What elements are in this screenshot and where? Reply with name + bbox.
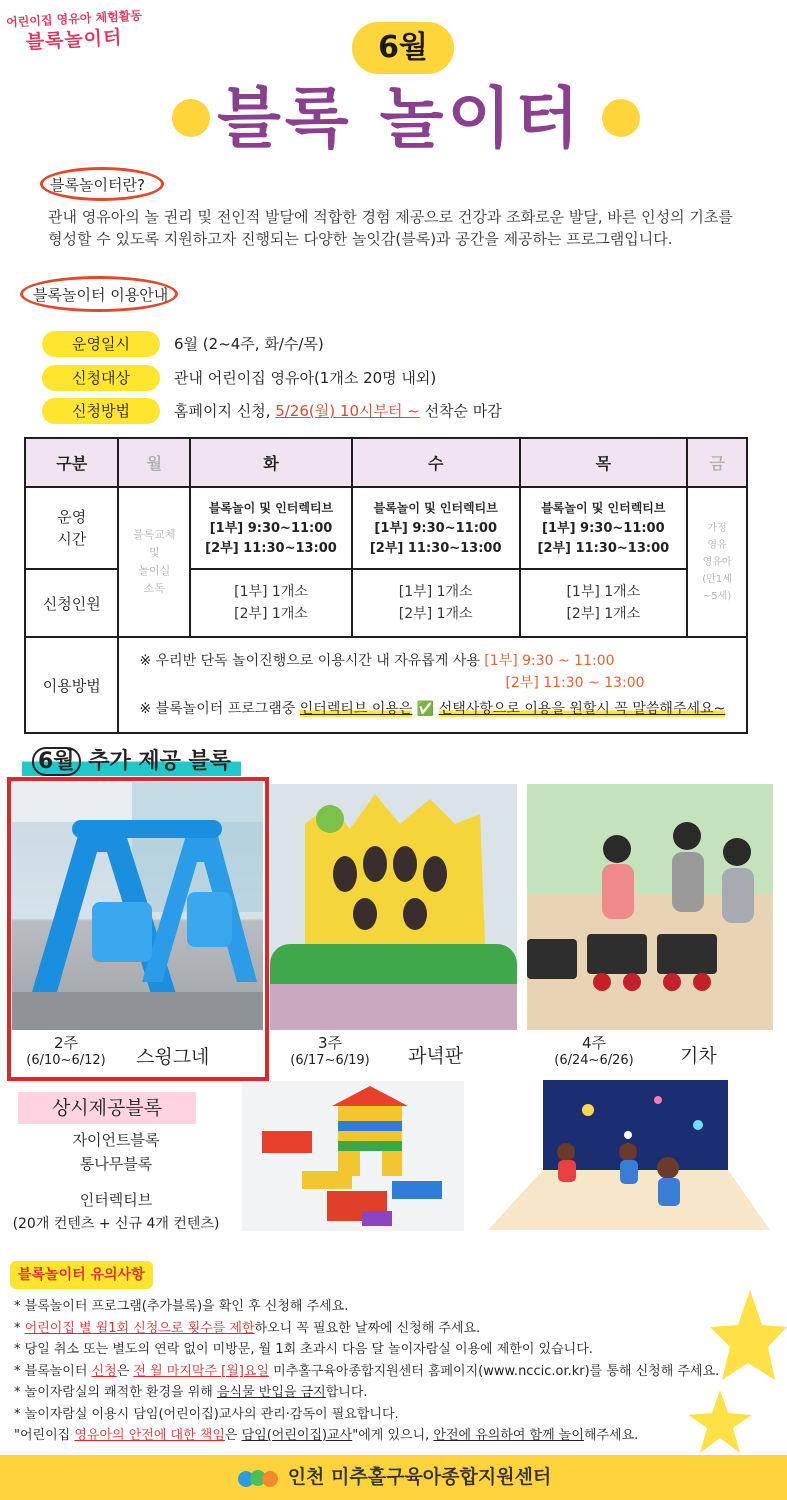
- always-blocks-list: [6, 1128, 226, 1236]
- activity-target: 과녁판: [408, 1045, 464, 1067]
- method-text: ※ 우리반 단독 놀이진행으로 이용시간 내 자유롭게 사용 [1부] 9:30 ~ 11:00 [2부] 11:30 ~ 13:00 ※ 블록놀이터 프로그램중 인터렉티브 이용은 ✅ 선택사항으로 이용을 원할시 꼭 말씀해주세요~: [118, 637, 747, 733]
- th-wed: 수: [352, 438, 520, 487]
- method-value-a: 홈페이지 신청,: [174, 402, 276, 420]
- extra-blocks-heading: [22, 744, 241, 776]
- mon-note: 블록교체 및 놀이실 소독: [118, 487, 190, 637]
- week-4-label: 4주 (6/24~6/26): [554, 1034, 634, 1068]
- row-label-time: 운영 시간: [25, 487, 118, 569]
- tue-time: 블록놀이 및 인터렉티브 [1부] 9:30~11:00 [2부] 11:30~13:00: [190, 487, 352, 569]
- wed-time: 블록놀이 및 인터렉티브 [1부] 9:30~11:00 [2부] 11:30~13:00: [352, 487, 520, 569]
- always-blocks-heading: 상시제공블록: [18, 1092, 196, 1124]
- footer-bar: [0, 1455, 787, 1500]
- tue-count: [1부] 1개소 [2부] 1개소: [190, 569, 352, 637]
- giant-blocks-photo: [242, 1081, 464, 1231]
- wed-count: [1부] 1개소 [2부] 1개소: [352, 569, 520, 637]
- list-item: * 블록놀이터 프로그램(추가블록)을 확인 후 신청해 주세요.: [14, 1299, 349, 1314]
- guide-heading: 블록놀이터 이용안내: [33, 286, 169, 304]
- train-photo: [527, 784, 773, 1030]
- notes-list: [14, 1296, 774, 1447]
- thu-time: 블록놀이 및 인터렉티브 [1부] 9:30~11:00 [2부] 11:30~13:00: [520, 487, 688, 569]
- row-label-method: 이용방법: [25, 637, 118, 733]
- activity-train: 기차: [680, 1045, 717, 1067]
- method-value: [174, 398, 502, 424]
- row-label-people: 신청인원: [25, 569, 118, 637]
- th-category: 구분: [25, 438, 118, 487]
- extra-month: 6월: [32, 747, 81, 776]
- interactive-illustration: [488, 1080, 770, 1230]
- method-value-c: 선착순 마감: [419, 402, 502, 420]
- tag-target: 신청대상: [42, 365, 160, 391]
- program-logo: [6, 8, 142, 52]
- th-mon: 월: [118, 438, 190, 487]
- table-row: [25, 487, 747, 569]
- schedule-table: [24, 437, 748, 734]
- table-row: [25, 637, 747, 733]
- dot-right-icon: [602, 99, 640, 137]
- th-fri: 금: [687, 438, 747, 487]
- list-item: "어린이집 영유아의 안전에 대한 책임은 담임(어린이집)교사"에게 있으니, 안전에 유의하여 함께 놀이해주세요.: [14, 1428, 639, 1443]
- schedule-value: 6월 (2~4주, 화/수/목): [174, 335, 324, 353]
- activity-swing: 스윙그네: [136, 1046, 210, 1068]
- list-item: (20개 컨텐츠 + 신규 4개 컨텐츠): [12, 1216, 220, 1232]
- table-header-row: [25, 438, 747, 487]
- month-badge: 6월: [352, 22, 454, 74]
- week-3-label: 3주 (6/17~6/19): [290, 1034, 370, 1068]
- interactive-photo: [488, 1080, 770, 1230]
- giant-blocks-illustration: [242, 1081, 464, 1231]
- page-title: 블록 놀이터: [217, 80, 583, 157]
- train-illustration: [527, 784, 773, 1030]
- center-logo-icon: [236, 1465, 280, 1491]
- method-date: 5/26(월) 10시부터 ~: [275, 402, 420, 420]
- logo-subtitle: 어린이집 영유아 체험활동: [5, 8, 143, 30]
- week-2-label: 2주 (6/10~6/12): [26, 1034, 106, 1068]
- target-value: 관내 어린이집 영유아(1개소 20명 내외): [174, 369, 437, 387]
- list-item: * 당일 취소 또는 별도의 연락 없이 미방문, 월 1회 초과시 다음 달 놀이자람실 이용에 제한이 있습니다.: [14, 1342, 593, 1357]
- star-decoration-icon: [680, 1285, 787, 1455]
- logo-title: 블록놀이터: [25, 26, 123, 54]
- list-item: * 놀이자람실 이용시 담임(어린이집)교사의 관리·감독이 필요합니다.: [14, 1406, 399, 1422]
- intro-heading: 블록놀이터란?: [50, 176, 145, 194]
- th-thu: 목: [520, 438, 688, 487]
- extra-title-text: 추가 제공 블록: [80, 749, 232, 774]
- target-illustration: [270, 784, 517, 1030]
- tag-schedule: 운영일시: [42, 331, 160, 357]
- list-item: 통나무블록: [79, 1155, 153, 1173]
- list-item: * 놀이자람실의 쾌적한 환경을 위해 음식물 반입을 금지합니다.: [14, 1385, 368, 1400]
- intro-text: 관내 영유아의 놀 권리 및 전인적 발달에 적합한 경험 제공으로 건강과 조화로운 발달, 바른 인성의 기초를 형성할 수 있도록 지원하고자 진행되는 다양한 놀잇감(블록)과 공간을 제공하는 프로그램입니다.: [48, 208, 733, 248]
- fri-note: 가정 영유 영유아 (만1세 ~5세): [687, 487, 747, 637]
- list-item: * 어린이집 별 월1회 신청으로 횟수를 제한하오니 꼭 필요한 날짜에 신청해 주세요.: [14, 1320, 481, 1336]
- th-tue: 화: [190, 438, 352, 487]
- footer-org-name: 인천 미추홀구육아종합지원센터: [287, 1466, 552, 1488]
- notes-heading: 블록놀이터 유의사항: [10, 1261, 153, 1289]
- list-item: 자이언트블록: [72, 1131, 160, 1149]
- list-item: * 블록놀이터 신청은 전 월 마지막주 [월]요일 미추홀구육아종합지원센터 홈페이지(www.nccic.or.kr)를 통해 신청해 주세요.: [14, 1363, 720, 1379]
- tag-method: 신청방법: [42, 398, 160, 424]
- target-photo: [270, 784, 517, 1030]
- thu-count: [1부] 1개소 [2부] 1개소: [520, 569, 688, 637]
- list-item: 인터렉티브: [79, 1191, 153, 1209]
